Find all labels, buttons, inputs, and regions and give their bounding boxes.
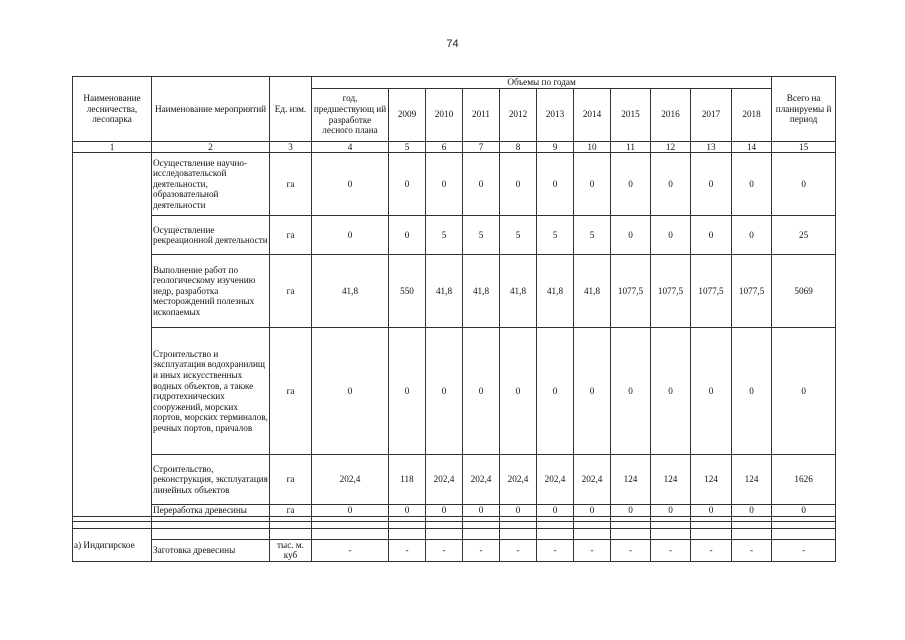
total-cell: 25	[772, 216, 836, 255]
value-cell: -	[651, 539, 691, 561]
column-number: 7	[463, 141, 500, 153]
empty-cell	[152, 528, 270, 539]
header-year: 2010	[426, 88, 463, 141]
value-cell: 0	[500, 505, 537, 517]
value-cell: 0	[389, 216, 426, 255]
value-cell: 0	[574, 153, 611, 216]
column-number: 14	[732, 141, 772, 153]
value-cell: 0	[651, 505, 691, 517]
table-row	[73, 328, 836, 455]
empty-cell	[500, 528, 537, 539]
value-cell: 124	[732, 455, 772, 505]
empty-cell	[426, 521, 463, 528]
value-cell: 0	[537, 328, 574, 455]
value-cell: -	[389, 539, 426, 561]
column-number: 5	[389, 141, 426, 153]
value-cell: 5	[500, 216, 537, 255]
activity-cell: Осуществление научно-исследовательской деятельности, образовательной деятельности	[152, 153, 270, 216]
header-year: 2015	[611, 88, 651, 141]
value-cell: 5	[574, 216, 611, 255]
value-cell: 0	[426, 328, 463, 455]
value-cell: 0	[691, 216, 732, 255]
activity-cell: Строительство, реконструкция, эксплуатация линейных объектов	[152, 455, 270, 505]
column-number: 9	[537, 141, 574, 153]
header-year: 2017	[691, 88, 732, 141]
value-cell: 124	[651, 455, 691, 505]
header-year: 2016	[651, 88, 691, 141]
header-forestry: Наименование лесничества, лесопарка	[73, 77, 152, 142]
column-number: 8	[500, 141, 537, 153]
activity-cell: Выполнение работ по геологическому изучению недр, разработка месторождений полезных ископаемых	[152, 255, 270, 328]
value-cell: 0	[426, 505, 463, 517]
value-cell: 0	[611, 216, 651, 255]
header-unit: Ед. изм.	[270, 77, 312, 142]
value-cell: 0	[691, 328, 732, 455]
unit-cell: га	[270, 216, 312, 255]
activity-cell: Строительство и эксплуатация водохранилищ и иных искусственных водных объектов, а также гидротехнических сооружений, морских портов, морских терминалов, речных портов, причалов	[152, 328, 270, 455]
empty-cell	[732, 521, 772, 528]
empty-cell	[537, 528, 574, 539]
value-cell: 5	[426, 216, 463, 255]
value-cell: 0	[732, 216, 772, 255]
header-year: 2018	[732, 88, 772, 141]
table-row	[73, 505, 836, 517]
forestry-cell: а) Индигирское	[73, 528, 152, 561]
value-cell: 5	[537, 216, 574, 255]
value-cell: 0	[574, 505, 611, 517]
spacer-row	[73, 521, 836, 528]
value-cell: 5	[463, 216, 500, 255]
column-number: 2	[152, 141, 270, 153]
empty-cell	[312, 528, 389, 539]
empty-cell	[312, 521, 389, 528]
value-cell: 0	[500, 153, 537, 216]
table-row	[73, 539, 836, 561]
prev-year-cell: 202,4	[312, 455, 389, 505]
empty-cell	[691, 528, 732, 539]
activity-cell: Заготовка древесины	[152, 539, 270, 561]
header-year: 2009	[389, 88, 426, 141]
empty-cell	[389, 521, 426, 528]
page-number: 74	[446, 38, 459, 50]
prev-year-cell: 41,8	[312, 255, 389, 328]
empty-cell	[651, 528, 691, 539]
table-row	[73, 153, 836, 216]
value-cell: -	[611, 539, 651, 561]
empty-cell	[732, 528, 772, 539]
prev-year-cell: 0	[312, 505, 389, 517]
prev-year-cell: 0	[312, 153, 389, 216]
column-number: 12	[651, 141, 691, 153]
activity-cell: Переработка древесины	[152, 505, 270, 517]
value-cell: -	[426, 539, 463, 561]
value-cell: 202,4	[537, 455, 574, 505]
value-cell: -	[574, 539, 611, 561]
unit-cell: га	[270, 255, 312, 328]
empty-cell	[574, 521, 611, 528]
unit-cell: тыс. м. куб	[270, 539, 312, 561]
column-number: 15	[772, 141, 836, 153]
prev-year-cell: 0	[312, 328, 389, 455]
empty-cell	[772, 528, 836, 539]
value-cell: -	[691, 539, 732, 561]
column-number: 6	[426, 141, 463, 153]
value-cell: 41,8	[574, 255, 611, 328]
value-cell: 550	[389, 255, 426, 328]
total-cell: 5069	[772, 255, 836, 328]
column-number: 10	[574, 141, 611, 153]
header-prev-year: год, предшествующ ий разработке лесного плана	[312, 88, 389, 141]
value-cell: -	[732, 539, 772, 561]
value-cell: 124	[691, 455, 732, 505]
value-cell: 1077,5	[611, 255, 651, 328]
unit-cell: га	[270, 153, 312, 216]
header-year: 2011	[463, 88, 500, 141]
value-cell: 124	[611, 455, 651, 505]
value-cell: 0	[611, 328, 651, 455]
value-cell: 0	[537, 153, 574, 216]
column-number: 11	[611, 141, 651, 153]
value-cell: -	[500, 539, 537, 561]
value-cell: 41,8	[537, 255, 574, 328]
empty-cell	[651, 521, 691, 528]
header-total: Всего на планируемы й период	[772, 77, 836, 142]
forestry-cell-empty	[73, 153, 152, 517]
table-row	[73, 255, 836, 328]
header-year: 2014	[574, 88, 611, 141]
total-cell: 0	[772, 328, 836, 455]
value-cell: 0	[426, 153, 463, 216]
empty-cell	[772, 521, 836, 528]
value-cell: 0	[651, 153, 691, 216]
table-row	[73, 216, 836, 255]
total-cell: -	[772, 539, 836, 561]
column-number: 13	[691, 141, 732, 153]
value-cell: 0	[651, 216, 691, 255]
total-cell: 1626	[772, 455, 836, 505]
empty-cell	[426, 528, 463, 539]
value-cell: 1077,5	[691, 255, 732, 328]
value-cell: -	[537, 539, 574, 561]
value-cell: -	[463, 539, 500, 561]
empty-cell	[152, 521, 270, 528]
empty-cell	[389, 528, 426, 539]
value-cell: 41,8	[463, 255, 500, 328]
value-cell: 0	[732, 505, 772, 517]
value-cell: 118	[389, 455, 426, 505]
activity-cell: Осуществление рекреационной деятельности	[152, 216, 270, 255]
empty-cell	[611, 528, 651, 539]
empty-cell	[537, 521, 574, 528]
unit-cell: га	[270, 328, 312, 455]
value-cell: 41,8	[500, 255, 537, 328]
empty-cell	[691, 521, 732, 528]
value-cell: 202,4	[426, 455, 463, 505]
table-row	[73, 528, 836, 539]
value-cell: 202,4	[574, 455, 611, 505]
value-cell: 0	[463, 153, 500, 216]
value-cell: 202,4	[500, 455, 537, 505]
value-cell: 0	[611, 505, 651, 517]
unit-cell: га	[270, 455, 312, 505]
header-year: 2013	[537, 88, 574, 141]
empty-cell	[463, 521, 500, 528]
empty-cell	[73, 521, 152, 528]
total-cell: 0	[772, 153, 836, 216]
forest-plan-table	[72, 76, 836, 562]
value-cell: 0	[691, 153, 732, 216]
value-cell: 0	[389, 505, 426, 517]
value-cell: 0	[389, 328, 426, 455]
header-activity: Наименование мероприятий	[152, 77, 270, 142]
value-cell: 0	[611, 153, 651, 216]
table-row	[73, 455, 836, 505]
value-cell: 0	[500, 328, 537, 455]
empty-cell	[611, 521, 651, 528]
empty-cell	[500, 521, 537, 528]
value-cell: 0	[732, 328, 772, 455]
empty-cell	[463, 528, 500, 539]
value-cell: 41,8	[426, 255, 463, 328]
prev-year-cell: -	[312, 539, 389, 561]
value-cell: 0	[574, 328, 611, 455]
value-cell: 0	[389, 153, 426, 216]
value-cell: 0	[463, 328, 500, 455]
total-cell: 0	[772, 505, 836, 517]
value-cell: 1077,5	[651, 255, 691, 328]
value-cell: 1077,5	[732, 255, 772, 328]
value-cell: 0	[732, 153, 772, 216]
header-volumes-by-year: Объемы по годам	[312, 77, 772, 89]
unit-cell: га	[270, 505, 312, 517]
empty-cell	[270, 521, 312, 528]
value-cell: 0	[651, 328, 691, 455]
value-cell: 0	[463, 505, 500, 517]
empty-cell	[270, 528, 312, 539]
empty-cell	[574, 528, 611, 539]
column-number: 3	[270, 141, 312, 153]
value-cell: 0	[691, 505, 732, 517]
column-number: 4	[312, 141, 389, 153]
value-cell: 202,4	[463, 455, 500, 505]
prev-year-cell: 0	[312, 216, 389, 255]
header-year: 2012	[500, 88, 537, 141]
value-cell: 0	[537, 505, 574, 517]
column-number: 1	[73, 141, 152, 153]
